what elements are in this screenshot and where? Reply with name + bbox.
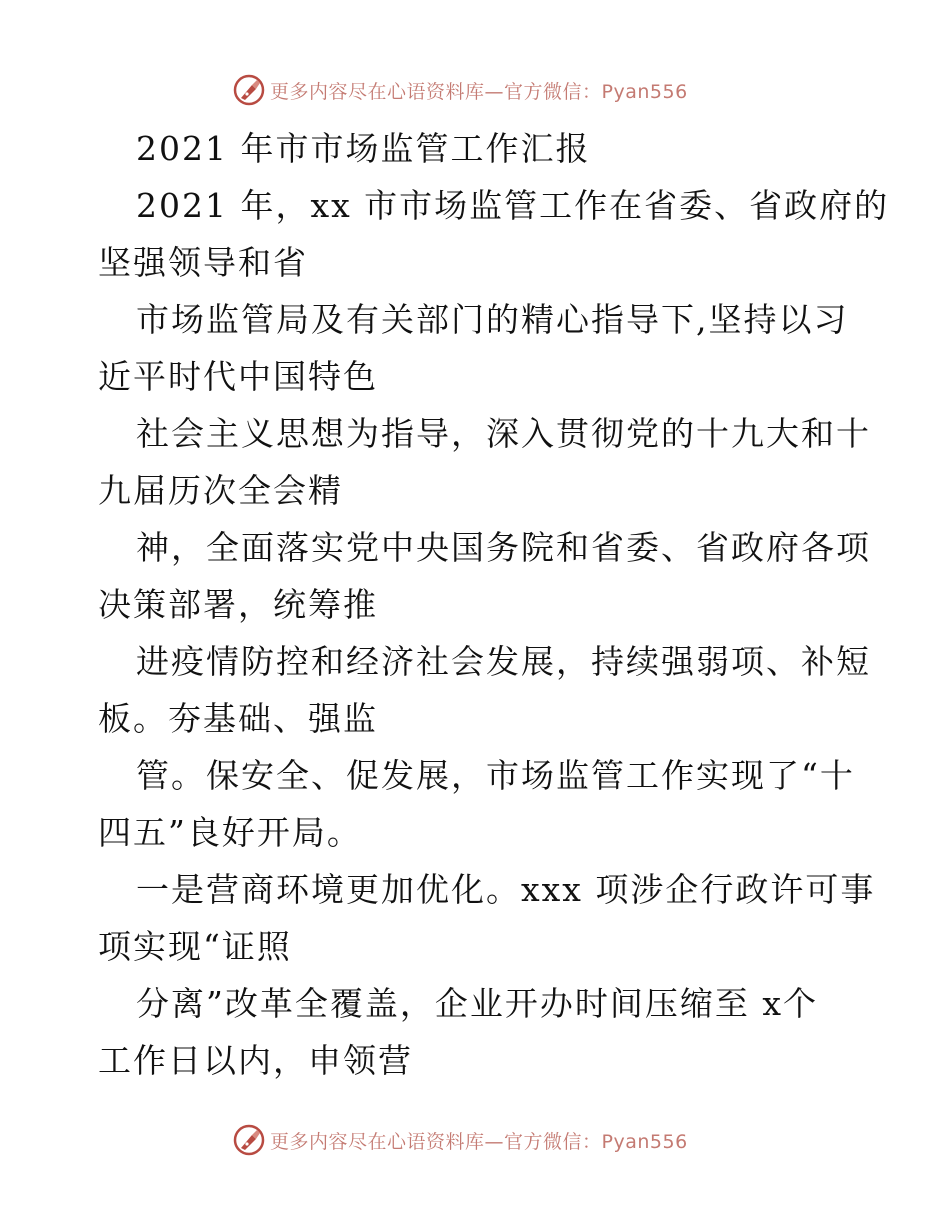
document-title: 2021 年市市场监管工作汇报 [136,129,591,168]
paragraph-line: 近平时代中国特色 [98,357,378,396]
pen-nib-logo-icon [232,1123,266,1157]
paragraph-line: 九届历次全会精 [98,471,343,510]
paragraph-line: 市场监管局及有关部门的精心指导下,坚持以习 [136,300,849,339]
paragraph-line: 工作日以内，申领营 [98,1041,413,1080]
footer-watermark [232,1122,688,1158]
paragraph-line: 决策部署，统筹推 [98,585,378,624]
paragraph-line: 四五”良好开局。 [98,813,362,852]
paragraph-line: 社会主义思想为指导，深入贯彻党的十九大和十 [136,414,871,453]
paragraph-line: 2021 年，xx 市市场监管工作在省委、省政府的 [136,186,890,225]
paragraph-line: 管。保安全、促发展，市场监管工作实现了“十 [136,756,855,795]
paragraph-line: 项实现“证照 [98,927,292,966]
paragraph-line: 板。夯基础、强监 [98,699,378,738]
pen-nib-logo-icon [232,73,266,107]
header-watermark [232,72,688,108]
document-body [98,120,890,1089]
paragraph-line: 分离”改革全覆盖，企业开办时间压缩至 x个 [136,984,818,1023]
paragraph-line: 坚强领导和省 [98,243,308,282]
paragraph-line: 进疫情防控和经济社会发展，持续强弱项、补短 [136,642,871,681]
paragraph-line: 神，全面落实党中央国务院和省委、省政府各项 [136,528,871,567]
watermark-text: 更多内容尽在心语资料库—官方微信：Pyan556 [270,1130,688,1153]
paragraph-line: 一是营商环境更加优化。xxx 项涉企行政许可事 [136,870,876,909]
watermark-text: 更多内容尽在心语资料库—官方微信：Pyan556 [270,80,688,103]
